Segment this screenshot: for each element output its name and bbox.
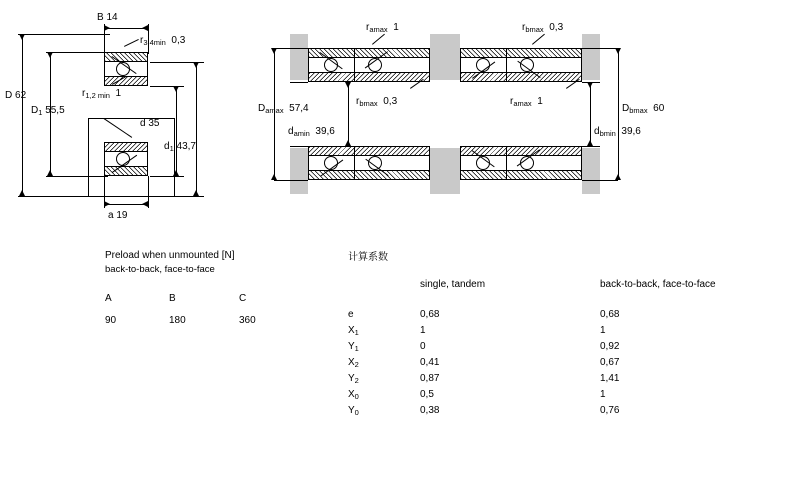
dim-d1-arrow-bottom xyxy=(173,170,179,176)
dim-Dbmax-line xyxy=(618,48,619,180)
preload-table-subtitle: back-to-back, face-to-face xyxy=(105,264,215,275)
preload-value-A: 90 xyxy=(105,315,117,326)
housing-block-lower-mid xyxy=(430,148,460,194)
table-row xyxy=(348,357,788,373)
dim-D1-arrow-top xyxy=(47,52,53,58)
factors-row-label-1: $X_1$ xyxy=(348,325,359,337)
factors-row-label-3: $X_2$ xyxy=(348,357,359,369)
factors-row-label-5: $X_0$ xyxy=(348,389,359,401)
factors-row-btb-3: 0,67 xyxy=(600,357,620,368)
pairA-guide-top xyxy=(290,48,308,49)
dim-rbmax-mid-label: $r_{bmax}$ 0,3 xyxy=(356,96,398,108)
pairA-guide-inner-bottom xyxy=(290,146,308,147)
left-bore-line-upper xyxy=(88,118,174,119)
factors-row-label-2: $Y_1$ xyxy=(348,341,359,353)
pairA-split-lower xyxy=(354,146,355,180)
factors-row-btb-2: 0,92 xyxy=(600,341,620,352)
factors-row-btb-5: 1 xyxy=(600,389,606,400)
housing-block-upper-left xyxy=(290,34,308,80)
left-inner-ring-upper xyxy=(104,76,148,86)
preload-table-title: Preload when unmounted [N] xyxy=(105,250,235,261)
dim-Dbmax-ext-top xyxy=(600,48,618,49)
right-bearing-pair-view xyxy=(260,0,800,240)
factors-col-header-btb: back-to-back, face-to-face xyxy=(600,279,716,290)
dim-D-arrow-top xyxy=(19,34,25,40)
dim-D1-ext-bottom xyxy=(46,176,108,177)
table-row xyxy=(348,389,788,405)
dim-Dbmax-ext-bottom xyxy=(600,180,618,181)
dim-Damax-ext-bottom xyxy=(274,180,292,181)
preload-header-B: B xyxy=(169,293,176,304)
factors-row-label-4: $Y_2$ xyxy=(348,373,359,385)
factors-table-title: 计算系数 xyxy=(348,252,388,263)
dim-Damax-ext-top xyxy=(274,48,292,49)
housing-block-lower-right xyxy=(582,148,600,194)
pairB-outer-ring-lower xyxy=(460,170,582,180)
dim-damin-arrow-top xyxy=(345,82,351,88)
table-row xyxy=(348,309,788,325)
dim-B-arrow-left xyxy=(104,25,110,31)
left-bearing-view xyxy=(0,0,260,240)
dim-d-line xyxy=(196,62,197,196)
dim-B-arrow-right xyxy=(142,25,148,31)
dim-Dbmax-label: $D_{bmax}$ 60 xyxy=(622,103,665,115)
dim-r34min-leader xyxy=(124,39,139,47)
housing-block-upper-right xyxy=(582,34,600,80)
dim-d-arrow-bottom xyxy=(193,190,199,196)
dim-d1-arrow-top xyxy=(173,86,179,92)
dim-d-ext-bottom xyxy=(150,196,204,197)
dim-dbmin-arrow-bottom xyxy=(587,140,593,146)
dim-a-label: a 19 xyxy=(108,210,128,221)
preload-header-C: C xyxy=(239,293,247,304)
dim-d1-ext-bottom xyxy=(150,176,184,177)
pairA-inner-ring-upper xyxy=(308,72,430,82)
factors-row-single-0: 0,68 xyxy=(420,309,440,320)
dim-r34min-label: $r_{3,4min}$ 0,3 xyxy=(140,35,186,47)
factors-row-single-1: 1 xyxy=(420,325,426,336)
table-row xyxy=(348,325,788,341)
dim-damin-line xyxy=(348,82,349,146)
table-row xyxy=(348,341,788,357)
factors-row-single-3: 0,41 xyxy=(420,357,440,368)
pairA-split-upper xyxy=(354,48,355,82)
pairA-inner-ring-lower xyxy=(308,146,430,156)
dim-d1-label: $d_1$ 43,7 xyxy=(164,141,196,153)
pairB-guide-top xyxy=(582,48,600,49)
factors-table xyxy=(348,248,788,421)
dim-B-label: B 14 xyxy=(97,12,118,23)
dim-ramax-top-label: $r_{amax}$ 1 xyxy=(366,22,399,34)
dim-rbmax-top-label: $r_{bmax}$ 0,3 xyxy=(522,22,564,34)
dim-D1-label: $D_1$ 55,5 xyxy=(31,105,65,117)
pairA-guide-inner-top xyxy=(290,82,308,83)
factors-row-label-6: $Y_0$ xyxy=(348,405,359,417)
dim-damin-label: $d_{amin}$ 39,6 xyxy=(288,126,335,138)
factors-row-single-6: 0,38 xyxy=(420,405,440,416)
dim-d-label: d 35 xyxy=(140,118,160,129)
factors-row-btb-6: 0,76 xyxy=(600,405,620,416)
dim-dbmin-label: $d_{bmin}$ 39,6 xyxy=(594,126,641,138)
dim-D-label: D 62 xyxy=(5,90,27,101)
dim-dbmin-arrow-top xyxy=(587,82,593,88)
dim-d-arrow-top xyxy=(193,62,199,68)
dim-D-ext-top xyxy=(18,34,110,35)
dim-rbmax-top-leader xyxy=(532,34,545,45)
factors-col-header-single: single, tandem xyxy=(420,279,486,290)
pairB-guide-inner-bottom xyxy=(582,146,600,147)
preload-value-B: 180 xyxy=(169,315,186,326)
dim-D-ext-bottom xyxy=(18,196,110,197)
pairB-split-upper xyxy=(506,48,507,82)
factors-row-single-2: 0 xyxy=(420,341,426,352)
factors-rows xyxy=(348,309,788,421)
left-outer-ring-upper xyxy=(104,52,148,62)
left-bore-line-left xyxy=(88,118,89,196)
dim-ramax-mid-label: $r_{amax}$ 1 xyxy=(510,96,543,108)
dim-D-line xyxy=(22,34,23,196)
housing-block-upper-mid xyxy=(430,34,460,80)
preload-table xyxy=(105,250,335,353)
dim-D1-ext-top xyxy=(46,52,108,53)
table-row xyxy=(348,373,788,389)
left-inner-ring-lower xyxy=(104,142,148,152)
pairB-guide-bottom xyxy=(582,180,600,181)
dim-D-arrow-bottom xyxy=(19,190,25,196)
factors-row-label-0: e xyxy=(348,309,354,320)
dim-a-arrow-right xyxy=(142,201,148,207)
pairB-outer-ring-upper xyxy=(460,48,582,58)
pairB-split-lower xyxy=(506,146,507,180)
factors-row-btb-1: 1 xyxy=(600,325,606,336)
left-outer-ring-lower xyxy=(104,166,148,176)
dim-damin-arrow-bottom xyxy=(345,140,351,146)
preload-value-C: 360 xyxy=(239,315,256,326)
factors-row-single-5: 0,5 xyxy=(420,389,434,400)
dim-d1-line xyxy=(176,86,177,176)
factors-row-single-4: 0,87 xyxy=(420,373,440,384)
factors-row-btb-0: 0,68 xyxy=(600,309,620,320)
dim-dbmin-line xyxy=(590,82,591,146)
pairA-guide-bottom xyxy=(290,180,308,181)
dim-a-ext-right xyxy=(148,176,149,208)
preload-header-A: A xyxy=(105,293,112,304)
left-contact-angle-leader xyxy=(103,118,132,138)
dim-Damax-label: $D_{amax}$ 57,4 xyxy=(258,103,309,115)
housing-block-lower-left xyxy=(290,148,308,194)
dim-D1-arrow-bottom xyxy=(47,170,53,176)
table-row xyxy=(348,405,788,421)
left-bore-line-right xyxy=(174,118,175,196)
dim-ramax-top-leader xyxy=(372,34,385,45)
dim-a-arrow-left xyxy=(104,201,110,207)
dim-r12min-label: $r_{1,2 min}$ 1 xyxy=(82,88,122,100)
factors-row-btb-4: 1,41 xyxy=(600,373,620,384)
